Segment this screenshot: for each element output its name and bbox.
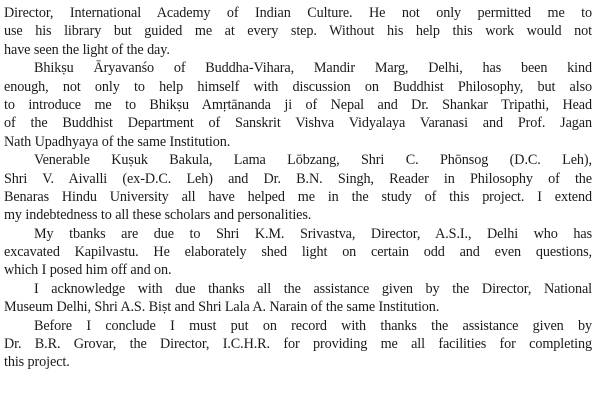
- paragraph-srivastva: [4, 225, 592, 280]
- paragraph-director-library: [4, 4, 592, 59]
- text-line: My tbanks are due to Shri K.M. Srivastva, Director, A.S.I., Delhi who has: [34, 225, 592, 242]
- paragraph-national-museum: [4, 280, 592, 317]
- text-line: Dr. B.R. Grovar, the Director, I.C.H.R. for providing me all facilities for completing: [4, 336, 592, 353]
- text-line: excavated Kapilvastu. He elaborately shed light on certain odd and even questions,: [4, 244, 592, 261]
- text-line: I acknowledge with due thanks all the assistance given by the Director, National: [34, 280, 592, 297]
- text-line: Bhikṣu Āryavanśo of Buddha-Vihara, Mandir Marg, Delhi, has been kind: [34, 60, 592, 77]
- text-line: which I posed him off and on.: [4, 262, 172, 279]
- text-line: Before I conclude I must put on record with thanks the assistance given by: [34, 317, 592, 334]
- text-line: to introduce me to Bhikṣu Amṛtānanda ji of Nepal and Dr. Shankar Tripathi, Head: [4, 96, 592, 113]
- text-line: Museum Delhi, Shri A.S. Biṣt and Shri Lala A. Narain of the same Institution.: [4, 299, 440, 316]
- text-line: Shri V. Aivalli (ex-D.C. Leh) and Dr. B.N. Singh, Reader in Philosophy of the: [4, 170, 592, 187]
- text-line: Nath Upadhyaya of the same Institution.: [4, 133, 231, 150]
- text-line: use his library but guided me at every step. Without his help this work would not: [4, 23, 592, 40]
- text-line: Director, International Academy of Indian Culture. He not only permitted me to: [4, 5, 592, 21]
- text-line: Venerable Kuṣuk Bakula, Lama Lōbzang, Shri C. Phōnsog (D.C. Leh),: [34, 152, 592, 169]
- text-line: enough, not only to help himself with discussion on Buddhist Philosophy, but also: [4, 78, 592, 95]
- text-line: Benaras Hindu University all have helped me in the study of this project. I extend: [4, 188, 592, 205]
- paragraph-venerable-kusuk: [4, 151, 592, 225]
- paragraph-bhiksu-aryavanso: [4, 59, 592, 151]
- paragraph-conclusion: [4, 317, 592, 372]
- text-line: of the Buddhist Department of Sanskrit Vishva Vidyalaya Varanasi and Prof. Jagan: [4, 115, 592, 132]
- text-line: my indebtedness to all these scholars and personalities.: [4, 207, 312, 224]
- document-page: [4, 4, 592, 396]
- text-line: have seen the light of the day.: [4, 41, 170, 58]
- text-line: this project.: [4, 354, 70, 371]
